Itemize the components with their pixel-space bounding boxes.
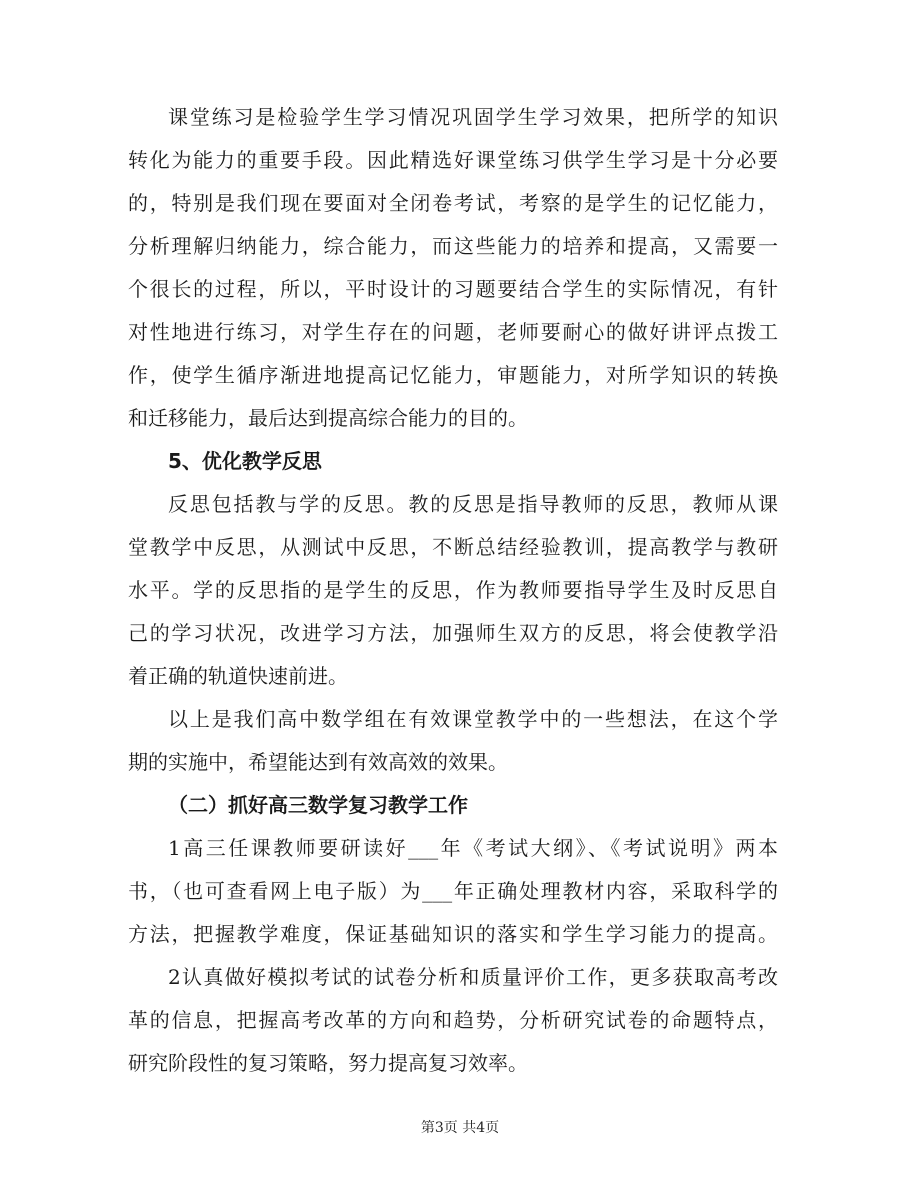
paragraph-line: 着正确的轨道快速前进。 — [128, 664, 348, 688]
paragraph-line: 研究阶段性的复习策略，努力提高复习效率。 — [128, 1051, 528, 1075]
section-heading: （二）抓好高三数学复习教学工作 — [168, 793, 468, 817]
paragraph-line: 的，特别是我们现在要面对全闭卷考试，考察的是学生的记忆能力， — [128, 191, 778, 215]
document-body — [128, 96, 778, 1085]
paragraph-line: 己的学习状况，改进学习方法，加强师生双方的反思，将会使教学沿 — [128, 621, 778, 645]
paragraph-line: 革的信息，把握高考改革的方向和趋势，分析研究试卷的命题特点， — [128, 1008, 778, 1032]
paragraph-line: 1高三任课教师要研读好___年《考试大纲》、《考试说明》两本 — [168, 836, 778, 860]
paragraph-line: 以上是我们高中数学组在有效课堂教学中的一些想法，在这个学 — [168, 707, 778, 731]
paragraph-line: 作，使学生循序渐进地提高记忆能力，审题能力，对所学知识的转换 — [128, 363, 778, 387]
paragraph-line: 水平。学的反思指的是学生的反思，作为教师要指导学生及时反思自 — [128, 578, 778, 602]
paragraph-line: 对性地进行练习，对学生存在的问题，老师要耐心的做好讲评点拨工 — [128, 320, 778, 344]
paragraph-line: 转化为能力的重要手段。因此精选好课堂练习供学生学习是十分必要 — [128, 148, 778, 172]
paragraph-line: 反思包括教与学的反思。教的反思是指导教师的反思，教师从课 — [168, 492, 778, 516]
paragraph-line: 期的实施中，希望能达到有效高效的效果。 — [128, 750, 508, 774]
paragraph-line: 个很长的过程，所以，平时设计的习题要结合学生的实际情况，有针 — [128, 277, 778, 301]
paragraph-line: 堂教学中反思，从测试中反思，不断总结经验教训，提高教学与教研 — [128, 535, 778, 559]
section-heading: 5、优化教学反思 — [168, 449, 322, 473]
paragraph-line: 和迁移能力，最后达到提高综合能力的目的。 — [128, 406, 528, 430]
paragraph-line: 课堂练习是检验学生学习情况巩固学生学习效果，把所学的知识 — [168, 105, 778, 129]
paragraph-line: 分析理解归纳能力，综合能力，而这些能力的培养和提高，又需要一 — [128, 234, 778, 258]
paragraph-line: 方法，把握教学难度，保证基础知识的落实和学生学习能力的提高。 — [128, 922, 778, 946]
page-number: 第3页 共4页 — [420, 1120, 500, 1136]
paragraph-line: 2认真做好模拟考试的试卷分析和质量评价工作，更多获取高考改 — [168, 965, 778, 989]
paragraph-line: 书，（也可查看网上电子版）为___年正确处理教材内容，采取科学的 — [128, 879, 778, 903]
